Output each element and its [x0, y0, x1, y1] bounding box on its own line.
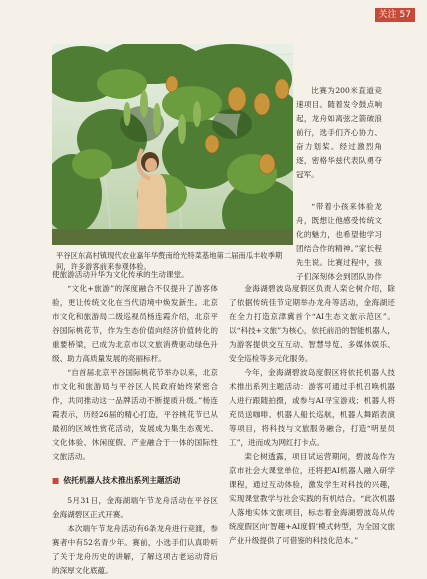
paragraph: 栾仑树透露，项目试运营期间，碧波岛作为京市社会大课堂单位，还将把AI机器人融入研学课程，通过互动体验，激发学生对科技的兴趣，实现课堂教学与社会实践的有机结合。“此次机器人落地实体文旅项目，标志着金海湖碧波岛从传统度假区向‘智趣+AI度假’模式转型，为全国文旅产业升级提供了可借鉴的科技化范本。” — [229, 452, 395, 545]
right-column-top-quote — [296, 200, 382, 280]
article-photo — [52, 44, 293, 245]
paragraph: “带着小孩来体验龙舟，既想让他感受传统文化的魅力，也希望他学习团结合作的精神。”家长程先生说。比赛过程中，孩子们深刻体会到团队协作 — [296, 202, 382, 280]
paragraph: 使旅游活动升华为文化传承的生动课堂。 — [52, 270, 189, 279]
heading-bullet-icon: ■ — [52, 476, 60, 485]
paragraph: 今年，金海湖碧波岛度假区将依托机器人技术推出系列主题活动：游客可通过手机召唤机器人进行跟随拍摄，或参与AI寻宝游戏；机器人将充员送咖啡、机器人船长巡航，机器人舞蹈表演等项目，将科技与文旅服务融合，打造“明星员工”，进而成为网红打卡点。 — [229, 368, 395, 447]
photo-caption: 平谷区东高村镇现代农业嘉年华赘南给光特菜基地第二届南瓜丰收季期间，许多游客前来参观体验。 — [56, 251, 283, 271]
section-tag — [375, 8, 415, 22]
right-column — [229, 282, 395, 548]
paragraph: 本次端午节龙舟活动有6条龙舟进行竞渡，参赛者中有52名青少年。赛前，小选手们认真聆听了关于龙舟历史的讲解，了解这项古老运动背后的深厚文化底蕴。 — [52, 524, 218, 575]
section-heading — [52, 474, 218, 488]
paragraph: 比赛为200米直道竞速项目。随着发令鼓点响起，龙舟如离弦之箭破浪前行，选手们齐心协力、奋力划桨。经过激烈角逐，密格华兹代表队勇夺冠军。 — [296, 86, 382, 179]
paragraph: 5月31日，金海湖端午节龙舟活动在平谷区金海湖碧区正式开赛。 — [52, 496, 218, 519]
heading-text: 依托机器人技术推出系列主题活动 — [63, 476, 181, 485]
paragraph: “自首届北京平谷国际桃花节举办以来，北京市文化和旅游局与平谷区人民政府始终紧密合作，共同推动这一品牌活动不断提质升级。”杨连霞表示，历经26届的精心打造，平谷桃花节已从最初的区域性赏花活动，发展成为集生态观光、文化体验、休闲度假、产业融合于一体的国际性文旅活动。 — [52, 368, 218, 461]
section-tag-label: 关注 — [378, 10, 397, 20]
greenhouse-photo-illustration — [52, 44, 293, 245]
paragraph: “文化+旅游”的深度融合不仅提升了游客体验，更让传统文化在当代语境中焕发新生。北京市文化和旅游局二级巡视员杨连霞介绍，北京平谷国际桃花节，作为生态价值向经济价值转化的重要桥梁，已成为北京市以文旅消费驱动绿色升级、助力高质量发展的亮丽标杆。 — [52, 284, 218, 363]
page-header — [0, 0, 427, 40]
page-number: 57 — [399, 10, 411, 20]
paragraph: 金海湖碧波岛度假区负责人栾仑树介绍，除了依据传统佳节定期举办龙舟等活动，金海湖还在全力打造京津冀首个“AI生态文旅示范区”。以“科技+文旅”为核心，依托前沿的智能机器人，为游客提供交互互动、智慧导览、多媒体娱乐、安全巡检等多元化服务。 — [229, 284, 395, 363]
left-column — [52, 268, 218, 578]
right-column-top-narrow — [296, 84, 382, 182]
